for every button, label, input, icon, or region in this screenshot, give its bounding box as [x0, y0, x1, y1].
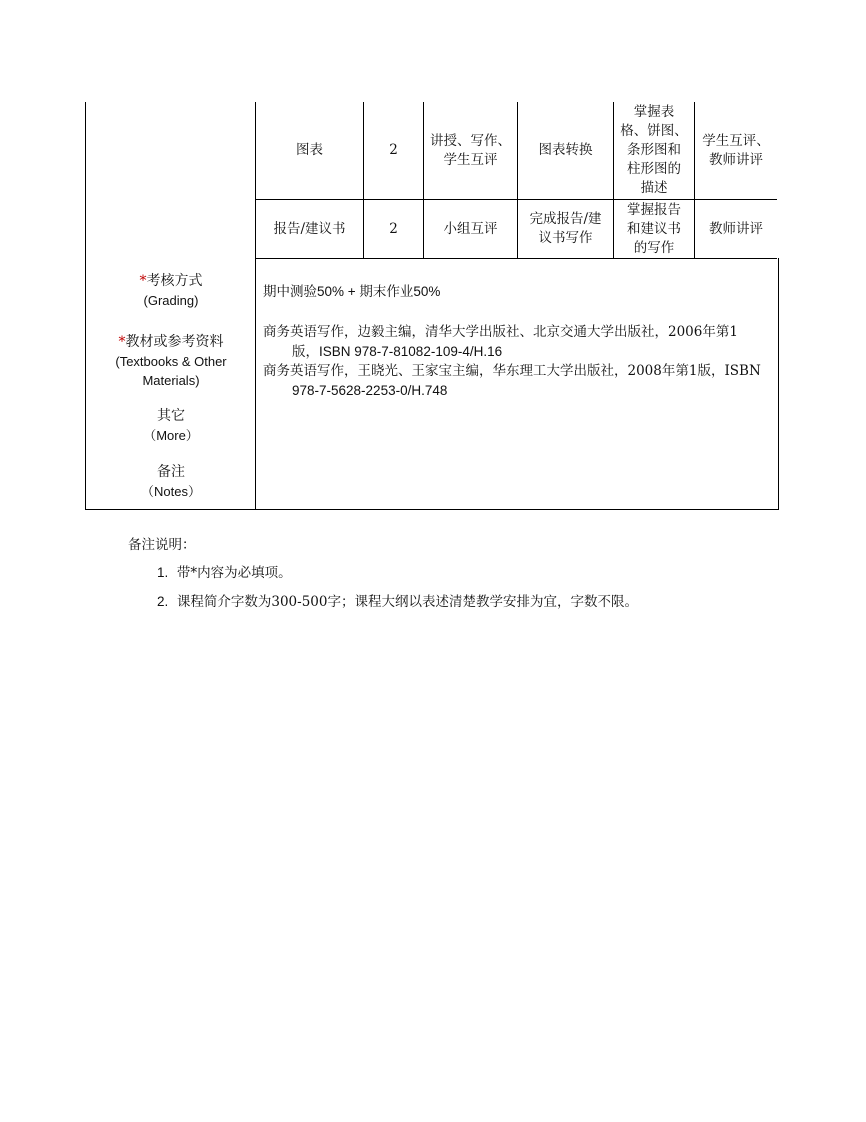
assessment-cell: 学生互评、 教师讲评 — [702, 132, 770, 168]
topic-cell: 报告/建议书 — [273, 220, 346, 237]
content-cell: 完成报告/建 议书写作 — [529, 211, 602, 246]
footnote-item — [157, 590, 638, 610]
goal-cell: 掌握报告 和建议书 的写作 — [627, 201, 681, 256]
reference-1-line-1: 商务英语写作，边毅主编，清华大学出版社、北京交通大学出版社，2006年第1 — [263, 324, 738, 340]
reference-2-line-1: 商务英语写作，王晓光、王家宝主编，华东理工大学出版社，2008年第1版，ISBN — [263, 363, 761, 379]
reference-2-line-2: 978-7-5628-2253-0/H.748 — [292, 383, 448, 398]
required-star: * — [139, 273, 147, 289]
footnote-text: 课程简介字数为300-500字；课程大纲以表述清楚教学安排为宜，字数不限。 — [176, 594, 638, 610]
content-cell: 图表转换 — [538, 142, 593, 158]
footnotes-heading: 备注说明： — [128, 537, 196, 553]
notes-title-en: （Notes） — [141, 484, 201, 499]
grading-title: 考核方式 — [146, 273, 203, 289]
textbooks-label — [86, 333, 256, 390]
method-cell: 小组互评 — [443, 220, 498, 237]
more-title: 其它 — [157, 408, 185, 424]
inner-row-line-2 — [255, 258, 777, 259]
hours-cell: 2 — [389, 220, 398, 237]
footnote-number: 2. — [157, 594, 169, 609]
topic-cell: 图表 — [296, 142, 323, 158]
textbooks-title: 教材或参考资料 — [125, 334, 224, 350]
required-star: * — [118, 334, 126, 350]
method-cell: 讲授、写作、 学生互评 — [430, 132, 511, 168]
more-label — [86, 407, 256, 445]
notes-label — [86, 463, 256, 501]
footnote-number: 1. — [157, 565, 169, 580]
textbooks-title-en-2: Materials) — [142, 373, 200, 388]
textbooks-title-en-1: (Textbooks & Other — [115, 354, 227, 369]
more-title-en: （More） — [143, 428, 199, 443]
footnote-item — [157, 561, 292, 581]
table-border-bottom — [85, 509, 779, 510]
grading-title-en: (Grading) — [143, 293, 199, 308]
grading-value: 期中测验50% + 期末作业50% — [263, 284, 441, 299]
notes-title: 备注 — [157, 464, 185, 480]
table-border-right — [778, 258, 779, 510]
goal-cell: 掌握表 格、饼图、 条形图和 柱形图的 描述 — [620, 104, 688, 196]
assessment-cell: 教师讲评 — [709, 220, 763, 237]
hours-cell: 2 — [389, 142, 398, 158]
reference-1-line-2: 版，ISBN 978-7-81082-109-4/H.16 — [292, 344, 503, 359]
grading-label — [86, 272, 256, 310]
footnote-text: 带*内容为必填项。 — [176, 565, 292, 581]
